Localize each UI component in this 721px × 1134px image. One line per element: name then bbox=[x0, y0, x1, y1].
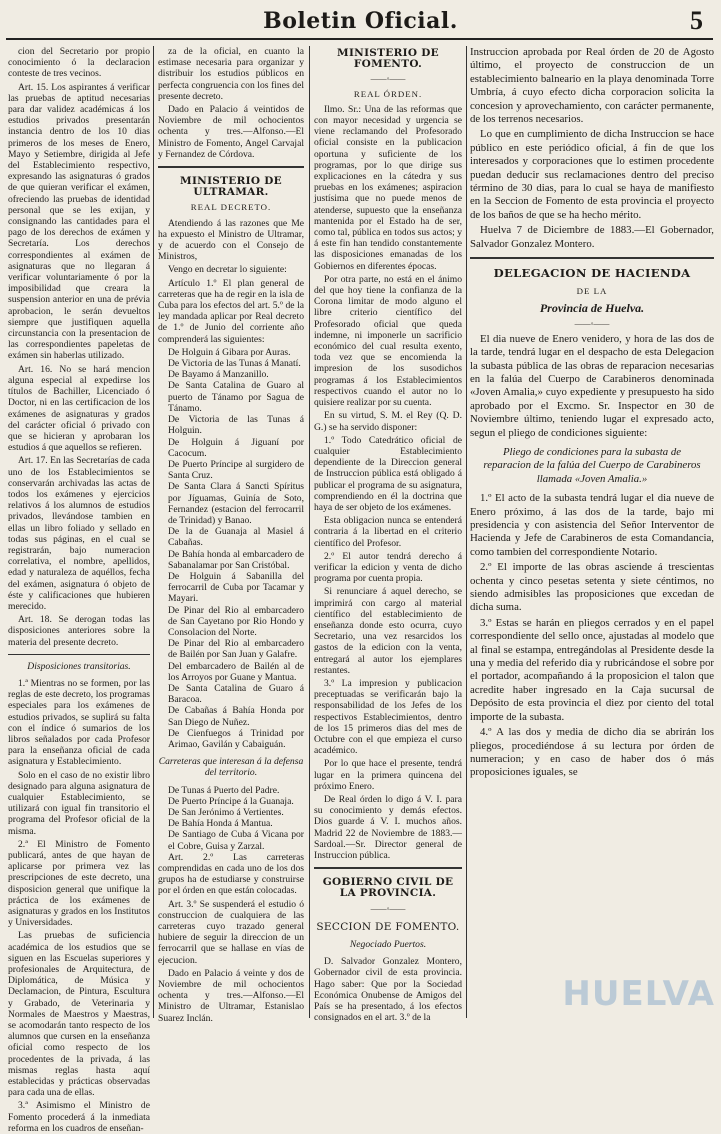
list-item: De Santiago de Cuba á Vicana por el Cobre, Guisa y Zarzal. bbox=[168, 829, 304, 852]
paragraph: 2.º El importe de las obras asciende á trescientas ochenta y cinco pesetas setenta y siete céntimos, no siendo admisibles las proposiciones que excedan de dicha suma. bbox=[470, 561, 714, 614]
paragraph: Dado en Palacio á veinte y dos de Noviembre de mil ochocientos ochenta y tres.—Alfonso.—El Ministro de Ultramar, Estanislao Suarez Inclán. bbox=[158, 967, 304, 1024]
column-divider bbox=[309, 46, 310, 1018]
paragraph: Vengo en decretar lo siguiente: bbox=[168, 264, 287, 276]
ornament: ——◦—— bbox=[574, 319, 610, 329]
list-item: De Bahía Honda á Mantua. bbox=[168, 818, 273, 830]
paragraph: Solo en el caso de no existir libro designado para alguna asignatura de cualquier Establecimiento, se utilizará con igual fin transitorio el programa del Profesor oficial de la misma. bbox=[8, 769, 150, 837]
divider bbox=[470, 257, 714, 259]
paragraph: Art. 15. Los aspirantes á verificar las pruebas de aptitud necesarias para dar validez académicas á los estudios privados presentarán instancia dentro de los 10 dias primeros de los meses de Enero, Mayo y Setiembre, dirigida al Jefe del Establecimiento respectivo, expresando las asignaturas ó grados de que quieran verificar el exámen, ofreciendo las pruebas de identidad personal que se les exijan, y consignando las cantidades para el pago de los derechos de exámen y Secretaría. Los derechos correspondientes al exámen de asignaturas que no llegaran á verificar voluntariamente ó por la imposibilidad que creara la suspension anterior en una de prévia aprobacion, le serán devueltos siempre que justifiquen aquella circunstancia con la presentacion de las correspondientes papeletas de exámen sin haberlas utilizado. bbox=[8, 81, 150, 362]
list-item: De Holguin á Gibara por Auras. bbox=[168, 346, 291, 358]
column-1 bbox=[8, 46, 150, 1134]
list-item: De Cienfuegos á Trinidad por Arimao, Gavilán y Cabaiguán. bbox=[168, 727, 304, 750]
paragraph: 1.º Todo Catedrático oficial de cualquier Establecimiento dependiente de la Direccion general de Instruccion pública está obligado á publicar el programa de su asignatura, comprendiendo en él la doctrina que haya de ser objeto de los exámenes. bbox=[314, 434, 462, 513]
list-item: De Pinar del Rio al embarcadero de San Cayetano por Rio Hondo y Consolacion del Norte. bbox=[168, 604, 304, 638]
paragraph: Si renunciare á aquel derecho, se imprimirá con cargo al material científico del establecimiento de enseñanza donde esto ocurra, cuyo Secretario, una vez resarcidos los gastos de la edicion con la venta, entregará al autor los ejemplares restantes. bbox=[314, 586, 462, 676]
paragraph: 3.º Estas se harán en pliegos cerrados y en el papel correspondiente del sello once, ajustadas al modelo que al final se estampa, entregándolas al Presidente desde la una y media del referido dia y rubricándose el sobre por el portador, acompañando á la proposicion el talon que acredite haber ingresado en la Caja sucursal de Depósito de esta provincia el diez por ciento del total importe de la subasta. bbox=[470, 616, 714, 723]
newspaper-title: Boletin Oficial. bbox=[263, 8, 458, 34]
column-divider bbox=[466, 46, 467, 1018]
list-item: De Victoria de las Tunas á Holguin. bbox=[168, 414, 304, 437]
paragraph: En su virtud, S. M. el Rey (Q. D. G.) se ha servido disponer: bbox=[314, 410, 462, 433]
list-item: De Santa Clara á Sancti Spíritus por Jíguamas, Guinía de Soto, Fernandez (estacion del ferrocarril de Trinidad) y Banao. bbox=[168, 481, 304, 526]
paragraph: 1.ª Mientras no se formen, por las reglas de este decreto, los programas especiales para los exámenes de estudios privados, se suplirá su falta con el índice ó sumarios de los libros señalados por cada Profesor para la enseñanza oficial de cada asignatura y Establecimiento. bbox=[8, 677, 150, 768]
list-item: De Holguin á Jiguaní por Cacocum. bbox=[168, 436, 304, 459]
section-subtitle: DE LA bbox=[576, 285, 608, 296]
paragraph: Dado en Palacio á veintidos de Noviembre de mil ochocientos ochenta y tres.—Alfonso.—El Ministro de Fomento, Angel Carvajal y Fernandez de Córdova. bbox=[158, 104, 304, 160]
paragraph: Por otra parte, no está en el ánimo del que hoy tiene la confianza de la Corona limitar de modo alguno el libre criterio científico del Profesorado oficial que queda indemne, ni imponerle un sacrificio económico del cual resulta exento, toda vez que se encomienda la impresion de los susodichos programas á los Establecimientos respectivos cuando el autor no lo quisiere realizar por su cuenta. bbox=[314, 273, 462, 409]
paragraph: Art. 16. No se hará mencion alguna especial al expedirse los títulos de Bachiller, Licenciado ó Doctor, ni en las certificacion de los exámenes de asignaturas y grados del carácter oficial ó privado con que se hicieran y aprobaran los estudios á que aquellos se refieren. bbox=[8, 363, 150, 454]
section-heading: Pliego de condiciones para la subasta de reparacion de la falúa del Cuerpo de Carabineros llamada «Joven Amalia.» bbox=[483, 445, 701, 485]
column-4 bbox=[470, 46, 714, 1020]
header-rule bbox=[6, 38, 713, 40]
list-item: De San Jerónimo á Vertientes. bbox=[168, 807, 284, 818]
paragraph: Huelva 7 de Diciembre de 1883.—El Gobernador, Salvador Gonzalez Montero. bbox=[470, 224, 714, 250]
list-item: De Tunas á Puerto del Padre. bbox=[168, 784, 280, 796]
paragraph: Lo que en cumplimiento de dicha Instruccion se hace público en este periódico oficial, á fin de que los interesados y corporaciones que lo estimen procedente puedan deducir sus reclamaciones dentro del preciso término de 30 dias, para lo cual se haya de manifiesto en la Seccion de Fomento de esta provincia el proyecto de los baños de que se ha hecho mérito. bbox=[470, 128, 714, 221]
paragraph: Por lo que hace el presente, tendrá lugar en la primera quincena del próximo Enero. bbox=[314, 758, 462, 792]
divider bbox=[8, 654, 150, 655]
page-header bbox=[0, 0, 721, 40]
paragraph: 2.ª El Ministro de Fomento publicará, antes de que hayan de aplicarse por primera vez las prescripciones de este decreto, una disposicion general que unifique la práctica de los exámenes de asignaturas y grados en los Institutos y Universidades. bbox=[8, 838, 150, 929]
list-item: De Pinar del Rio al embarcadero de Bailén por San Juan y Galafre. bbox=[168, 638, 304, 661]
paragraph: Artículo 1.º El plan general de carreteras que ha de regir en la isla de Cuba para los efectos del art. 5.º de la ley mandada aplicar por Real decreto de 1.º de Junio del corriente año comprenderá las siguientes: bbox=[158, 277, 304, 345]
paragraph: Esta obligacion nunca se entenderá contraria á la libertad en el criterio científico del Profesor. bbox=[314, 515, 462, 549]
section-subtitle: SECCION DE FOMENTO. bbox=[316, 920, 460, 933]
list-item: Del embarcadero de Bailén al de los Arroyos por Guane y Mantua. bbox=[168, 660, 304, 683]
paragraph: D. Salvador Gonzalez Montero, Gobernador civil de esta provincia. Hago saber: Que por la Sociedad Económica Onubense de Amigos del País se ha presentado, á los efectos consignados en el art. 3.º de la bbox=[314, 956, 462, 1024]
paragraph: Atendiendo á las razones que Me ha expuesto el Ministro de Ultramar, y de acuerdo con el Consejo de Ministros, bbox=[158, 217, 304, 263]
list-item: De Puerto Príncipe al surgidero de Santa Cruz. bbox=[168, 458, 304, 482]
defense-roads-list bbox=[158, 785, 304, 852]
paragraph: za de la oficial, en cuanto la estimase necesaria para organizar y distribuir los estudios públicos en perfecta congruencia con los fines del presente decreto. bbox=[158, 46, 304, 102]
section-title: MINISTERIO DE ULTRAMAR. bbox=[180, 175, 282, 199]
paragraph: 3.ª Asimismo el Ministro de Fomento procederá á la inmediata reforma en los cuadros de enseñan- bbox=[8, 1100, 150, 1134]
section-title: GOBIERNO CIVIL DE LA PROVINCIA. bbox=[322, 876, 454, 900]
section-heading: Carreteras que interesan á la defensa del territorio. bbox=[158, 756, 304, 779]
divider bbox=[158, 166, 304, 168]
list-item: De la de Guanaja al Masiel á Cabañas. bbox=[168, 526, 304, 549]
list-item: De Bayamo á Manzanillo. bbox=[168, 369, 269, 381]
list-item: De Cabañas á Bahía Honda por San Diego de Nuñez. bbox=[168, 705, 304, 728]
ornament: ——◦—— bbox=[370, 903, 406, 913]
paragraph: 2.º El autor tendrá derecho á verificar la edicion y venta de dicho programa por cuenta propia. bbox=[314, 550, 462, 585]
section-heading: Disposiciones transitorias. bbox=[27, 660, 131, 672]
column-divider bbox=[153, 46, 154, 1018]
section-subtitle: REAL DECRETO. bbox=[190, 202, 272, 213]
roads-list bbox=[158, 347, 304, 750]
paragraph: Art. 18. Se derogan todas las disposiciones anteriores sobre la materia del presente decreto. bbox=[8, 614, 150, 648]
section-title: DELEGACION DE HACIENDA bbox=[493, 266, 691, 281]
list-item: De Victoria de las Tunas á Manatí. bbox=[168, 358, 301, 370]
paragraph: De Real órden lo digo á V. I. para su conocimiento y demás efectos. Dios guarde á V. I. muchos años. Madrid 22 de Noviembre de 1883.—Sardoal.—Sr. Director general de Instruccion pública. bbox=[314, 794, 462, 862]
section-heading: Negociado Puertos. bbox=[349, 939, 427, 951]
paragraph: El dia nueve de Enero venidero, y hora de las dos de la tarde, tendrá lugar en el despacho de esta Delegacion la subasta pública de las obras de reparacion necesarias en la falúa del Cuerpo de Carabineros denominada «Joven Amalia,» cuyo expediente y presupuesto ha sido aprobado por el Excmo. Sr. Inspector en 30 de Noviembre último, teniendo lugar el expresado acto, segun el pliego de condiciones siguiente: bbox=[470, 332, 714, 439]
column-2 bbox=[158, 46, 304, 1024]
paragraph: 4.º A las dos y media de dicho dia se abrirán los pliegos, procediéndose á su lectura por órden de numeracion; y en caso de haber dos ó más proposiciones iguales, se bbox=[470, 726, 714, 779]
list-item: De Santa Catalina de Guaro al puerto de Tánamo por Sagua de Tánamo. bbox=[168, 380, 304, 414]
paragraph: 1.º El acto de la subasta tendrá lugar el dia nueve de Enero próximo, á las dos de la tarde, bajo mi presidencia y con asistencia del Señor Interventor de Hacienda y Jefe de Carabineros de esta Comandancia, como tambien del correspondiente Notario. bbox=[470, 492, 714, 558]
paragraph: cion del Secretario por propio conocimiento ó la declaracion conteste de tres vecinos. bbox=[8, 46, 150, 80]
paragraph: Ilmo. Sr.: Una de las reformas que con mayor necesidad y urgencia se viene reclamando del Profesorado oficial consiste en la publicacion oportuna y suficiente de los programas, por lo que dirige sus explicaciones en la cátedra y sus pruebas en los exámenes; aspiracion justísima que no puede menos de atenderse, supuesto que la enseñanza mantenida por el Estado ha de ser, como tal, pública en todos sus actos; y á este fin han tendido constantemente las disposiciones emanadas de los Gobiernos en diferentes épocas. bbox=[314, 103, 462, 272]
page-number: 5 bbox=[690, 6, 703, 35]
ornament: ——◦—— bbox=[370, 74, 406, 84]
paragraph: Art. 17. En las Secretarías de cada uno de los Establecimientos se conservarán archivadas las actas de todos los exámenes y ejercicios relativos á los alumnos de estudios privados, llevándose tambien en ellas un libro foliado y sellado en todas sus páginas, en el cual se registrarán, bajo numeracion correlativa, el nombre, apellidos, edad y naturaleza de aquéllos, fecha del exámen, asignatura ó objeto de éste y calificaciones que hubieren merecido. bbox=[8, 455, 150, 612]
divider bbox=[314, 867, 462, 869]
paragraph: Art. 2.º Las carreteras comprendidas en cada uno de los dos grupos ha de estudiarse y construirse por el órden en que están colocadas. bbox=[158, 851, 304, 897]
province-title: Provincia de Huelva. bbox=[539, 300, 645, 315]
section-title: MINISTERIO DE FOMENTO. bbox=[337, 47, 439, 71]
list-item: De Santa Catalina de Guaro á Baracoa. bbox=[168, 682, 304, 706]
paragraph: 3.º La impresion y publicacion preceptuadas se verificarán bajo la responsabilidad de los Jefes de los respectivos Establecimientos, dentro de los 15 primeros dias del mes de Octubre con el que empieza el curso académico. bbox=[314, 677, 462, 757]
paragraph: Las pruebas de suficiencia académica de los estudios que se siguen en las Escuelas superiores y profesionales de Arquitectura, de Diplomática, de Música y Declamacion, de Pintura, Escultura y Grabado, de Veterinaria y Normales de Maestros y Maestras, se acomodarán tanto respecto de los alumnos que cursen en la enseñanza oficial como respecto de los procedentes de la privada, á las mismas reglas hasta aquí establecidas y prácticas observadas para cada una de ellas. bbox=[8, 930, 150, 1099]
paragraph: Art. 3.º Se suspenderá el estudio ó construccion de cualquiera de las carreteras cuyo trazado general hubiere de seguir la direccion de un ferrocarril que se hallase en vías de ejecucion. bbox=[158, 898, 304, 966]
paragraph: Instruccion aprobada por Real órden de 20 de Agosto último, el proyecto de construccion de un establecimiento balneario en la playa denominada Torre Umbría, á cuyo efecto dicha corporacion solicita la concesion y aprovechamiento, con carácter permanente, de los terrenos necesarios. bbox=[470, 46, 714, 126]
list-item: De Holguin á Sabanilla del ferrocarril de Cuba por Tacamar y Mayari. bbox=[168, 570, 304, 605]
list-item: De Bahía honda al embarcadero de Sabanalamar por San Cristóbal. bbox=[168, 548, 304, 571]
section-subtitle: REAL ÓRDEN. bbox=[353, 88, 423, 99]
column-3 bbox=[314, 46, 462, 1024]
list-item: De Puerto Príncipe á la Guanaja. bbox=[168, 795, 294, 807]
watermark-logo: HUELVA bbox=[562, 974, 715, 1014]
